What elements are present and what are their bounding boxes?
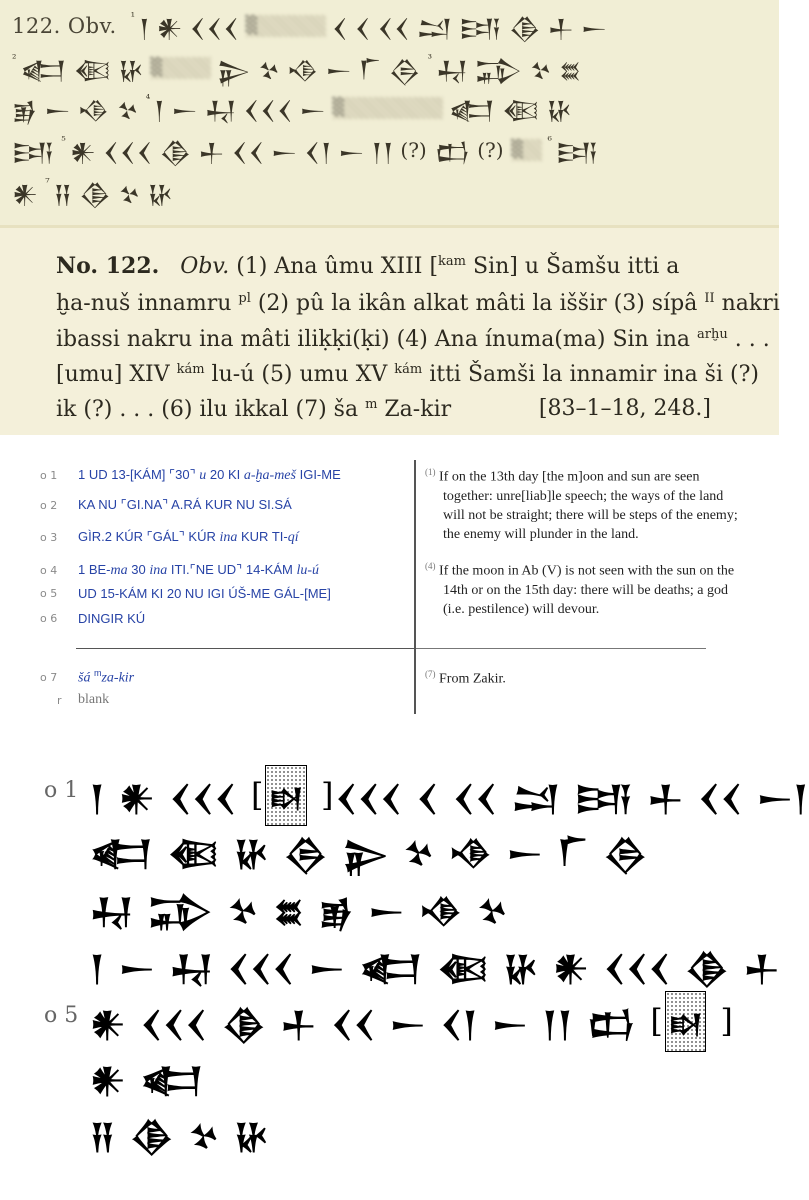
section-divider [76,648,414,649]
translation-text: If the moon in Ab (V) is not seen with the sun on the 14th or on the 15th day: there will be deaths; a god (i.e. pestilence) will devour. [439,563,735,617]
line-label-o1: o 1 [44,778,79,803]
cuneiform-sign: 𒀸 [492,1004,529,1045]
plate-damage: ░ [151,57,211,79]
transliteration-cell: šá $^m$za-kir [78,667,135,686]
plate-sign: 𒀸 [581,13,609,43]
cuneiform-sign: 𒀭 [90,1060,127,1101]
bracket: ] [720,1002,733,1040]
bracket: ] [321,776,334,814]
cuneiform-sign: 𒁲 [603,833,649,874]
plate-sign: 𒆳 [529,55,553,85]
plate-sign: 𒈿 [73,55,113,85]
transliteration-text: (2) pû la ikân alkat mâti la iššir (3) sípâ [250,291,705,316]
line-number: o 5 [40,586,58,600]
cuneiform-sign: 𒌋𒌋𒌋 [140,1004,208,1045]
cuneiform-sign: 𒌋𒁹 [440,1004,479,1045]
plate-sign: 𒌋𒁹 [304,137,333,167]
cuneiform-sign: 𒅀 [574,778,634,819]
translation-text: If on the 13th day [the m]oon and sun are seen together: unre[liab]le speech; the ways of the land will not be straight; there will be steps of the enemy; the enemy will plunder in the land. [439,469,738,542]
plate-sign: 𒀸 [325,55,353,85]
cuneiform-sign: 𒌋𒌋𒌋 [169,778,237,819]
cuneiform-sign: 𒆗 [587,1004,637,1045]
blank-note: blank [78,692,110,707]
plate-sign: 𒌋𒌋 [377,13,411,43]
transliteration-line-1 [56,255,759,278]
plate-sign: 𒆠 [78,179,113,209]
cuneiform-sign: 𒌋𒌋 [453,778,498,819]
transliteration-text: lu-ú (5) umu XV [204,362,395,387]
transliteration-text: ḫa-nuš innamru [56,291,239,316]
cuneiform-sign: 𒁉 [148,891,214,932]
transliteration-text: Sin] u Šamšu itti a [466,254,680,279]
cuneiform-sign: 𒆠 [129,1116,175,1157]
plate-sign: 𒁹 [139,13,151,43]
plate-sign: 𒅗 [20,55,68,85]
cuneiform-sign: 𒄩 [234,1116,270,1157]
plate-sign: 𒆠 [508,13,542,43]
plate-sign: 𒀸 [338,137,366,167]
plate-sign: 𒌋𒌋𒌋 [189,13,240,43]
plate-sign: 𒄩 [147,179,174,209]
transliteration-cell: GÌR.2 KÚR ⌜GÁL⌝ KÚR ina KUR TI-qí [78,528,299,545]
entry-number: No. 122. [56,253,160,279]
cuneiform-row-6 [90,1052,739,1102]
transliteration-text: ik (?) . . . (6) ilu ikkal (7) ša [56,397,366,422]
plate-sign: 𒅀 [459,13,503,43]
plate-line-number: ¹ [130,10,136,23]
plate-sign: 𒈾 [287,55,320,85]
transliteration-text: . . . [727,327,770,352]
plate-sign: 𒁹𒁹 [371,137,395,167]
translation-ref: (7) [425,669,436,679]
plate-sign: 𒄷 [204,95,238,125]
cuneiform-row-2 [90,825,739,875]
transliteration-line-3 [56,327,770,352]
cuneiform-sign: 𒆳 [403,833,436,874]
cuneiform-sign: 𒄩 [503,948,540,989]
plate-sign: 𒆠 [159,137,193,167]
cuneiform-sign: 𒆳 [477,891,509,932]
cuneiform-sign: 𒅗 [140,1060,205,1101]
transliteration-line-5 [56,398,759,421]
plate-line-number: ⁵ [61,134,66,147]
cuneiform-sign: 𒌋𒌋𒌋 [227,948,295,989]
cuneiform-row-7 [90,1108,739,1158]
cuneiform-sign: 𒆳 [227,891,260,932]
cuneiform-sign: 𒈦 [647,778,685,819]
plate-line-number: ³ [427,52,433,65]
cuneiform-sign: 𒀸 [390,1004,427,1045]
plate-sign: 𒉌 [216,55,252,85]
cuneiform-sign: 𒈦 [280,1004,318,1045]
transliteration-sup: kám [176,362,205,377]
plate-sign: 𒁺 [416,13,454,43]
plate-sign: 𒅀 [12,137,56,167]
line-number: o 6 [40,611,58,625]
plate-sign: 𒁲 [388,55,422,85]
cuneiform-sign: 𒉌 [342,833,390,874]
cuneiform-sign: 𒀸 [506,833,544,874]
plate-sign: 𒁹 [154,95,166,125]
edition-table [0,435,779,720]
plate-sign: 𒆳 [257,55,282,85]
plate-sign: 𒄩 [118,55,145,85]
plate-label: 122. Obv. [12,14,117,38]
transliteration-text: [umu] XIV [56,362,177,387]
plate-row-5 [12,172,769,212]
transliteration-sup: pl [238,291,251,306]
cuneiform-sign: 𒀸 [308,948,346,989]
cuneiform-sign: 𒈾 [419,891,464,932]
museum-reference: [83–1–18, 248.] [538,396,711,421]
transliteration-line-4 [56,363,759,386]
cuneiform-sign: 𒀭 [90,1004,127,1045]
line-number: r [57,693,62,707]
plate-sign: 𒄩 [546,95,574,125]
line-number: o 3 [40,530,58,544]
translation-ref: (4) [425,561,436,571]
cuneiform-sign: 𒁹 [90,778,106,819]
plate-line-number: ⁷ [45,176,50,189]
plate-sign: 𒌋 [354,13,372,43]
plate-line-number: ² [12,52,17,65]
plate-sign: 𒌋𒌋𒌋 [243,95,294,125]
line-number: o 1 [40,468,58,482]
cuneiform-signs [0,720,809,1200]
obverse-label: Obv. [180,254,230,279]
cuneiform-sign: 𒁺 [511,778,561,819]
plate-sign: 𒄷 [436,55,469,85]
plate-sign: 𒀸 [271,137,299,167]
cuneiform-sign: 𒄩 [233,833,270,874]
plate-sign: 𒀸 [171,95,199,125]
damaged-sign: 𒊭 [665,991,707,1052]
cuneiform-sign: 𒌋𒌋𒌋 [603,948,672,989]
cuneiform-sign: 𒀭 [119,778,156,819]
cuneiform-sign: 𒍝 [90,1116,116,1157]
cuneiform-sign: 𒌋𒌋 [331,1004,377,1045]
cuneiform-sign: 𒊺 [273,891,305,932]
plate-damage: ░ [246,15,326,37]
line-number: o 4 [40,563,58,577]
plate-sign: 𒊺 [558,55,583,85]
plate-sign: 𒈾 [77,95,111,125]
cuneiform-sign: 𒅗 [90,833,154,874]
transliteration-text: itti Šamši la innamir ina ši (?) [422,362,759,387]
line-number: o 7 [40,670,58,684]
cuneiform-sign: 𒀭 [553,948,590,989]
cuneiform-sign: 𒌋𒌋𒌋 [335,778,403,819]
cuneiform-sign: 𒆠 [221,1004,267,1045]
plate-damage: ░ [512,139,542,161]
transliteration-text: nakri [714,291,780,316]
plate-sign: 𒆗 [434,137,472,167]
cuneiform-sign: 𒇲 [557,833,590,874]
plate-sign: 𒍝 [53,179,73,209]
transliteration-cell: KA NU ⌜GI.NA⌝ A.RÁ KUR NU SI.SÁ [78,497,292,512]
transliteration-sup: kám [394,362,423,377]
plate-sign: 𒇲 [358,55,383,85]
plate-sign: 𒀭 [12,179,40,209]
transliteration-text: (1) Ana ûmu XIII [ [236,254,439,279]
cuneiform-sign: 𒅗 [359,948,424,989]
transliteration-cell: UD 15-KÁM KI 20 NU IGI ÚŠ-ME GÁL-[ME] [78,585,331,601]
line-number: o 2 [40,498,58,512]
transliteration-sup: II [704,291,715,306]
cuneiform-sign: 𒈦 [743,948,781,989]
transliteration-text: ibassi nakru ina mâti iliḳḳi(ḳi) (4) Ana ínuma(ma) Sin ina [56,327,698,352]
cuneiform-sign: 𒀸 [368,891,406,932]
transliteration-cell: 1 BE-ma 30 ina ITI.⌜NE UD⌝ 14-KÁM lu-ú [78,561,319,578]
bracket: [ [250,776,264,814]
cuneiform-sign: 𒄷 [169,948,214,989]
transliteration-cell: DINGIR KÚ [78,610,146,626]
plate-damage: ░ [333,97,443,119]
plate-sign: 𒌋 [331,13,349,43]
translation-block-7 [425,665,745,689]
transliteration-text: Za-kir [377,397,452,422]
cuneiform-sign: 𒄷 [90,891,135,932]
plate-sign: 𒀭 [69,137,98,167]
cuneiform-sign: 𒀸𒁹 [757,778,809,819]
transliteration-sup: arḫu [697,327,728,342]
cuneiform-sign: 𒈿 [437,948,490,989]
plate-line-number: ⁶ [547,134,552,147]
cuneiform-sign: 𒁲 [283,833,329,874]
line-label-o5: o 5 [44,1003,79,1028]
plate-line-number: ⁴ [145,92,151,105]
translation-text: From Zakir. [439,671,506,687]
plate-sign: 𒅗 [448,95,496,125]
plate-sign: 𒀸 [44,95,72,125]
plate-sign: 𒆳 [118,179,142,209]
section-divider [416,648,706,649]
bracket: [ [650,1002,663,1040]
damaged-sign: 𒊭 [265,765,307,826]
cuneiform-sign: 𒆠 [685,948,730,989]
cuneiform-sign: 𒂊 [318,891,355,932]
translation-block-1 [425,463,745,544]
plate-sign: 𒀸 [299,95,327,125]
cuneiform-sign: 𒆳 [188,1116,221,1157]
translation-ref: (1) [425,467,436,477]
plate-sign: 𒁉 [474,55,524,85]
cuneiform-sign: 𒁹𒁹 [542,1004,574,1045]
plate-sign: 𒀭 [156,13,184,43]
transliteration-cell: 1 UD 13-[KÁM] ⌜30⌝ u 20 KI a-ḫa-meš IGI-ME [78,466,341,483]
translation-block-4 [425,557,745,619]
cuneiform-row-3 [90,883,739,933]
transliteration-line-2 [56,291,780,316]
plate-sign: 𒅀 [555,137,600,167]
column-divider [414,460,416,714]
plate-sign: 𒈿 [501,95,541,125]
plate-sign: 𒆳 [116,95,140,125]
plate-query: (?) [400,138,427,162]
plate-sign: 𒈦 [547,13,575,43]
plate-sign: 𒈦 [198,137,226,167]
plate-query: (?) [477,138,504,162]
transliteration-sup: kam [438,254,467,269]
plate-sign: 𒌋𒌋 [231,137,266,167]
cuneiform-sign: 𒈾 [449,833,493,874]
cuneiform-plate-scan [0,0,779,225]
cuneiform-sign: 𒈿 [167,833,220,874]
cuneiform-sign: 𒌋 [416,778,440,819]
plate-sign: 𒌋𒌋𒌋 [103,137,154,167]
transliteration-section [0,225,779,435]
plate-sign: 𒂊 [12,95,39,125]
cuneiform-sign: 𒀸 [119,948,156,989]
cuneiform-sign: 𒌋𒌋 [698,778,744,819]
transliteration-sup: m [365,397,378,412]
cuneiform-sign: 𒁹 [90,948,106,989]
